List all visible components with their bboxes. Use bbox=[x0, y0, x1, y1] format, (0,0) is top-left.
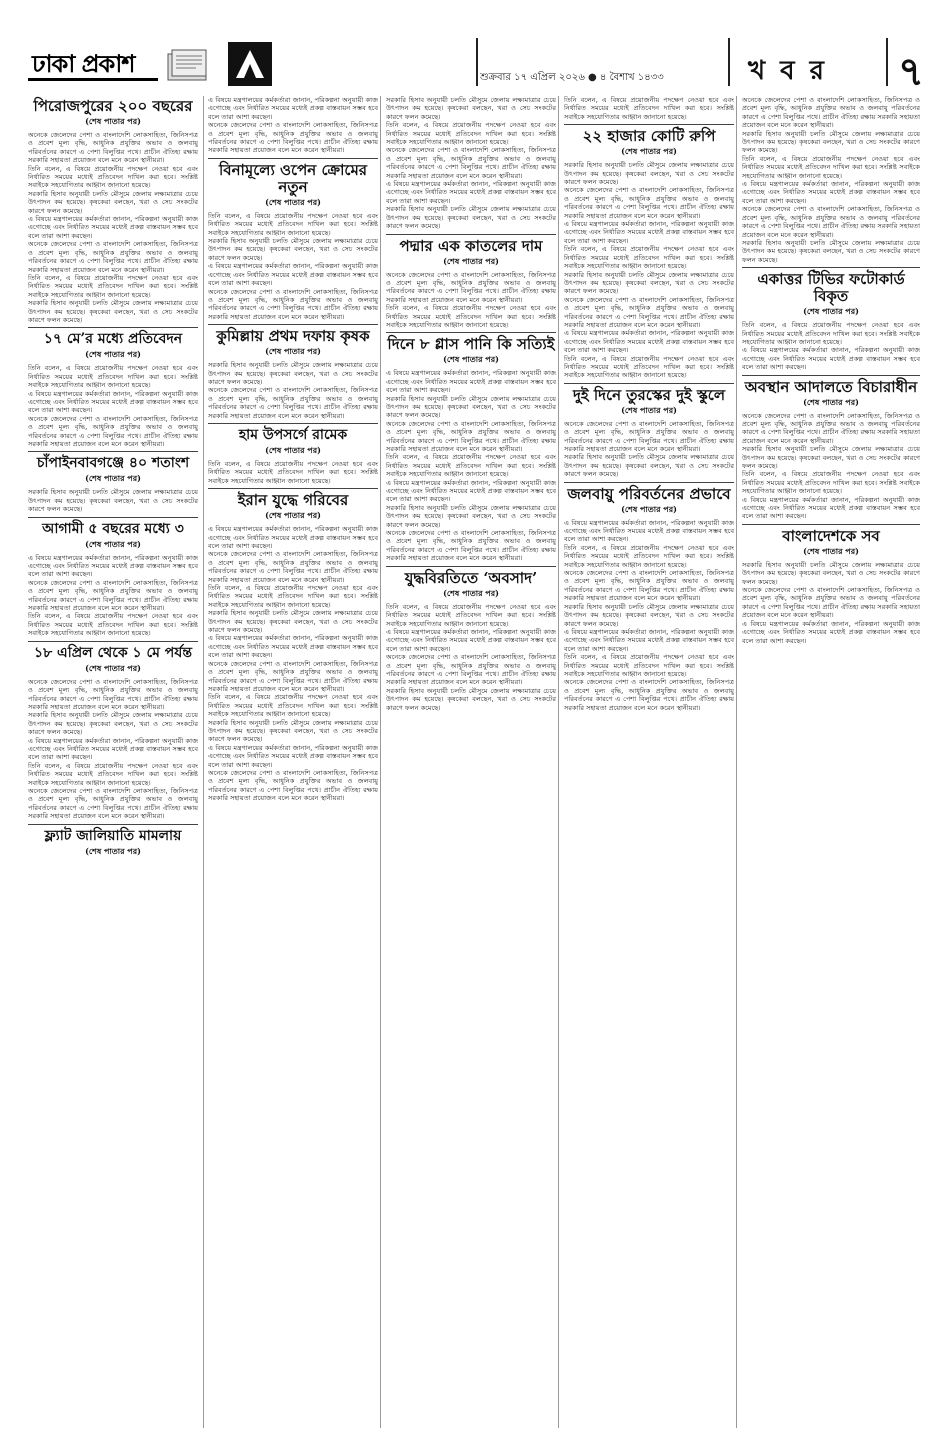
continuation-note: (শেষ পাতার পর) bbox=[265, 196, 321, 207]
article-title[interactable]: জলবায়ু পরিবর্তনের প্রভাবে bbox=[567, 484, 731, 503]
article-body: সরকারি হিসাব অনুযায়ী চলতি মৌসুমে জেলায় লক্ষ্যমাত্রার চেয়ে উৎপাদন কম হয়েছে। কৃষকেরা বলছেন, খরা ও সেচ সংকটের কারণে ফলন কমেছে। bbox=[386, 96, 556, 121]
article-body: তিনি বলেন, এ বিষয়ে প্রয়োজনীয় পদক্ষেপ নেওয়া হবে এবং নির্ধারিত সময়ের মধ্যেই প্রতিবেদন দাখিল করা হবে। সংশ্লিষ্ট সবাইকে সহযোগিতার আহ্বান জানানো হয়েছে। bbox=[208, 459, 378, 485]
article-title[interactable]: পিরোজপুরের ২০০ বছরের bbox=[33, 97, 193, 115]
article-body: এ বিষয়ে মন্ত্রণালয়ের কর্মকর্তারা জানান, পরিকল্পনা অনুযায়ী কাজ এগোচ্ছে এবং নির্ধারিত সময়ের মধ্যেই প্রকল্প বাস্তবায়ন সম্ভব হবে বলে তারা আশা করছেন। bbox=[386, 369, 556, 395]
divider bbox=[208, 423, 378, 424]
article-body: সরকারি হিসাব অনুযায়ী চলতি মৌসুমে জেলায় লক্ষ্যমাত্রার চেয়ে উৎপাদন কম হয়েছে। কৃষকেরা বলছেন, খরা ও সেচ সংকটের কারণে ফলন কমেছে। bbox=[564, 161, 734, 187]
divider bbox=[386, 566, 556, 567]
article-body: অনেকে জেলেদের পেশা ও বাংলাদেশি লোকসাহিত্য, জিনিসপত্র ও প্রবেশ মূল্য বৃদ্ধি, আধুনিক প্রযুক্তির অভাব ও জলবায়ু পরিবর্তনের কারণে এ পেশা বিলুপ্তির পথে। প্রাচীন ঐতিহ্য রক্ষায় সরকারি সহায়তা প্রয়োজন বলে মনে করেন স্থানীয়রা। bbox=[564, 295, 734, 329]
column-1 bbox=[28, 96, 198, 1428]
article[interactable] bbox=[564, 486, 734, 712]
article-body: এ বিষয়ে মন্ত্রণালয়ের কর্মকর্তারা জানান, পরিকল্পনা অনুযায়ী কাজ এগোচ্ছে এবং নির্ধারিত সময়ের মধ্যেই প্রকল্প বাস্তবায়ন সম্ভব হবে বলে তারা আশা করছেন। bbox=[564, 518, 734, 544]
brand-mark-icon bbox=[228, 42, 272, 86]
article-title[interactable]: আগামী ৫ বছরের মধ্যে ৩ bbox=[42, 520, 184, 537]
continuation-note: (শেষ পাতার পর) bbox=[443, 587, 499, 598]
article-body: তিনি বলেন, এ বিষয়ে প্রয়োজনীয় পদক্ষেপ নেওয়া হবে এবং নির্ধারিত সময়ের মধ্যেই প্রতিবেদন দাখিল করা হবে। সংশ্লিষ্ট সবাইকে সহযোগিতার আহ্বান জানানো হয়েছে। bbox=[28, 164, 198, 190]
article-title[interactable]: দিনে ৮ গ্লাস পানি কি সত্যিই bbox=[387, 335, 555, 354]
article-body: তিনি বলেন, এ বিষয়ে প্রয়োজনীয় পদক্ষেপ নেওয়া হবে এবং নির্ধারিত সময়ের মধ্যেই প্রতিবেদন দাখিল করা হবে। সংশ্লিষ্ট সবাইকে সহযোগিতার আহ্বান জানানো হয়েছে। bbox=[28, 761, 198, 787]
divider bbox=[564, 124, 734, 125]
article-title[interactable]: পদ্মার এক কাতলের দাম bbox=[399, 236, 543, 255]
divider bbox=[28, 517, 198, 518]
article-body: অনেকে জেলেদের পেশা ও বাংলাদেশি লোকসাহিত্য, জিনিসপত্র ও প্রবেশ মূল্য বৃদ্ধি, আধুনিক প্রযুক্তির অভাব ও জলবায়ু পরিবর্তনের কারণে এ পেশা বিলুপ্তির পথে। প্রাচীন ঐতিহ্য রক্ষায় সরকারি সহায়তা প্রয়োজন বলে মনে করেন স্থানীয়রা। bbox=[386, 146, 556, 180]
article-title[interactable]: ইরান যুদ্ধে গরিবের bbox=[237, 491, 349, 510]
article-body: অনেকে জেলেদের পেশা ও বাংলাদেশি লোকসাহিত্য, জিনিসপত্র ও প্রবেশ মূল্য বৃদ্ধি, আধুনিক প্রযুক্তির অভাব ও জলবায়ু পরিবর্তনের কারণে এ পেশা বিলুপ্তির পথে। প্রাচীন ঐতিহ্য রক্ষায় সরকারি সহায়তা প্রয়োজন বলে মনে করেন স্থানীয়রা। bbox=[28, 677, 198, 711]
article-body: তিনি বলেন, এ বিষয়ে প্রয়োজনীয় পদক্ষেপ নেওয়া হবে এবং নির্ধারিত সময়ের মধ্যেই প্রতিবেদন দাখিল করা হবে। সংশ্লিষ্ট সবাইকে সহযোগিতার আহ্বান জানানো হয়েছে। bbox=[564, 543, 734, 569]
column-rule bbox=[203, 96, 204, 1428]
divider bbox=[28, 451, 198, 452]
article-body: অনেকে জেলেদের পেশা ও বাংলাদেশি লোকসাহিত্য, জিনিসপত্র ও প্রবেশ মূল্য বৃদ্ধি, আধুনিক প্রযুক্তির অভাব ও জলবায়ু পরিবর্তনের কারণে এ পেশা বিলুপ্তির পথে। প্রাচীন ঐতিহ্য রক্ষায় সরকারি সহায়তা প্রয়োজন বলে মনে করেন স্থানীয়রা। bbox=[386, 529, 556, 563]
article-title[interactable]: বিনামূল্যে ওপেন ক্রোমের নতুন bbox=[218, 160, 368, 196]
article-body: অনেকে জেলেদের পেশা ও বাংলাদেশি লোকসাহিত্য, জিনিসপত্র ও প্রবেশ মূল্য বৃদ্ধি, আধুনিক প্রযুক্তির অভাব ও জলবায়ু পরিবর্তনের কারণে এ পেশা বিলুপ্তির পথে। প্রাচীন ঐতিহ্য রক্ষায় সরকারি সহায়তা প্রয়োজন বলে মনে করেন স্থানীয়রা। bbox=[564, 186, 734, 220]
continuation-note: (শেষ পাতার পর) bbox=[803, 306, 859, 317]
article-body: এ বিষয়ে মন্ত্রণালয়ের কর্মকর্তারা জানান, পরিকল্পনা অনুযায়ী কাজ এগোচ্ছে এবং নির্ধারিত সময়ের মধ্যেই প্রকল্প বাস্তবায়ন সম্ভব হবে বলে তারা আশা করছেন। bbox=[208, 634, 378, 660]
continuation-note: (শেষ পাতার পর) bbox=[621, 404, 677, 415]
article-body: সরকারি হিসাব অনুযায়ী চলতি মৌসুমে জেলায় লক্ষ্যমাত্রার চেয়ে উৎপাদন কম হয়েছে। কৃষকেরা বলছেন, খরা ও সেচ সংকটের কারণে ফলন কমেছে। bbox=[28, 711, 198, 737]
article-title[interactable]: হাম উপসর্গে রামেক bbox=[238, 426, 348, 443]
article-body: তিনি বলেন, এ বিষয়ে প্রয়োজনীয় পদক্ষেপ নেওয়া হবে এবং নির্ধারিত সময়ের মধ্যেই প্রতিবেদন দাখিল করা হবে। সংশ্লিষ্ট সবাইকে সহযোগিতার আহ্বান জানানো হয়েছে। bbox=[386, 453, 556, 479]
article[interactable] bbox=[208, 162, 378, 321]
article-body: অনেকে জেলেদের পেশা ও বাংলাদেশি লোকসাহিত্য, জিনিসপত্র ও প্রবেশ মূল্য বৃদ্ধি, আধুনিক প্রযুক্তির অভাব ও জলবায়ু পরিবর্তনের কারণে এ পেশা বিলুপ্তির পথে। প্রাচীন ঐতিহ্য রক্ষায় সরকারি সহায়তা প্রয়োজন বলে মনে করেন স্থানীয়রা। bbox=[208, 550, 378, 584]
article-body: এ বিষয়ে মন্ত্রণালয়ের কর্মকর্তারা জানান, পরিকল্পনা অনুযায়ী কাজ এগোচ্ছে এবং নির্ধারিত সময়ের মধ্যেই প্রকল্প বাস্তবায়ন সম্ভব হবে বলে তারা আশা করছেন। bbox=[28, 736, 198, 762]
logo-text: ঢাকা প্রকাশ bbox=[32, 50, 135, 78]
section-title: খ ব র bbox=[748, 56, 824, 86]
article-body: এ বিষয়ে মন্ত্রণালয়ের কর্মকর্তারা জানান, পরিকল্পনা অনুযায়ী কাজ এগোচ্ছে এবং নির্ধারিত সময়ের মধ্যেই প্রকল্প বাস্তবায়ন সম্ভব হবে বলে তারা আশা করছেন। bbox=[28, 553, 198, 579]
article-body: সরকারি হিসাব অনুযায়ী চলতি মৌসুমে জেলায় লক্ষ্যমাত্রার চেয়ে উৎপাদন কম হয়েছে। কৃষকেরা বলছেন, খরা ও সেচ সংকটের কারণে ফলন কমেছে। bbox=[386, 205, 556, 231]
article-body: সরকারি হিসাব অনুযায়ী চলতি মৌসুমে জেলায় লক্ষ্যমাত্রার চেয়ে উৎপাদন কম হয়েছে। কৃষকেরা বলছেন, খরা ও সেচ সংকটের কারণে ফলন কমেছে। bbox=[208, 361, 378, 386]
divider bbox=[208, 324, 378, 325]
article-body: সরকারি হিসাব অনুযায়ী চলতি মৌসুমে জেলায় লক্ষ্যমাত্রার চেয়ে উৎপাদন কম হয়েছে। কৃষকেরা বলছেন, খরা ও সেচ সংকটের কারণে ফলন কমেছে। bbox=[742, 238, 920, 264]
divider bbox=[208, 158, 378, 159]
divider bbox=[742, 267, 920, 268]
continuation-note: (শেষ পাতার পর) bbox=[803, 545, 859, 556]
page-number: ৭ bbox=[898, 49, 925, 95]
masthead-separator bbox=[886, 38, 888, 86]
article[interactable] bbox=[28, 455, 198, 513]
article-title[interactable]: ফ্ল্যাট জালিয়াতি মামলায় bbox=[44, 827, 182, 844]
article-body: এ বিষয়ে মন্ত্রণালয়ের কর্মকর্তারা জানান, পরিকল্পনা অনুযায়ী কাজ এগোচ্ছে এবং নির্ধারিত সময়ের মধ্যেই প্রকল্প বাস্তবায়ন সম্ভব হবে বলে তারা আশা করছেন। bbox=[386, 627, 556, 653]
article-body: তিনি বলেন, এ বিষয়ে প্রয়োজনীয় পদক্ষেপ নেওয়া হবে এবং নির্ধারিত সময়ের মধ্যেই প্রতিবেদন দাখিল করা হবে। সংশ্লিষ্ট সবাইকে সহযোগিতার আহ্বান জানানো হয়েছে। bbox=[28, 273, 198, 299]
issue-date: শুক্রবার ১৭ এপ্রিল ২০২৬ ● ৪ বৈশাখ ১৪৩৩ bbox=[480, 72, 664, 83]
article-body: অনেকে জেলেদের পেশা ও বাংলাদেশি লোকসাহিত্য, জিনিসপত্র ও প্রবেশ মূল্য বৃদ্ধি, আধুনিক প্রযুক্তির অভাব ও জলবায়ু পরিবর্তনের কারণে এ পেশা বিলুপ্তির পথে। প্রাচীন ঐতিহ্য রক্ষায় সরকারি সহায়তা প্রয়োজন বলে মনে করেন স্থানীয়রা। bbox=[742, 411, 920, 445]
article-body: এ বিষয়ে মন্ত্রণালয়ের কর্মকর্তারা জানান, পরিকল্পনা অনুযায়ী কাজ এগোচ্ছে এবং নির্ধারিত সময়ের মধ্যেই প্রকল্প বাস্তবায়ন সম্ভব হবে বলে তারা আশা করছেন। bbox=[28, 389, 198, 415]
article-body: অনেকে জেলেদের পেশা ও বাংলাদেশি লোকসাহিত্য, জিনিসপত্র ও প্রবেশ মূল্য বৃদ্ধি, আধুনিক প্রযুক্তির অভাব ও জলবায়ু পরিবর্তনের কারণে এ পেশা বিলুপ্তির পথে। প্রাচীন ঐতিহ্য রক্ষায় সরকারি সহায়তা প্রয়োজন বলে মনে করেন স্থানীয়রা। bbox=[564, 678, 734, 712]
article-body: সরকারি হিসাব অনুযায়ী চলতি মৌসুমে জেলায় লক্ষ্যমাত্রার চেয়ে উৎপাদন কম হয়েছে। কৃষকেরা বলছেন, খরা ও সেচ সংকটের কারণে ফলন কমেছে। bbox=[742, 560, 920, 586]
continuation-note: (শেষ পাতার পর) bbox=[85, 538, 141, 549]
article-body: তিনি বলেন, এ বিষয়ে প্রয়োজনীয় পদক্ষেপ নেওয়া হবে এবং নির্ধারিত সময়ের মধ্যেই প্রতিবেদন দাখিল করা হবে। সংশ্লিষ্ট সবাইকে সহযোগিতার আহ্বান জানানো হয়েছে। bbox=[742, 470, 920, 496]
article-body: অনেকে জেলেদের পেশা ও বাংলাদেশি লোকসাহিত্য, জিনিসপত্র ও প্রবেশ মূল্য বৃদ্ধি, আধুনিক প্রযুক্তির অভাব ও জলবায়ু পরিবর্তনের কারণে এ পেশা বিলুপ্তির পথে। প্রাচীন ঐতিহ্য রক্ষায় সরকারি সহায়তা প্রয়োজন বলে মনে করেন স্থানীয়রা। bbox=[208, 768, 378, 803]
article-body: এ বিষয়ে মন্ত্রণালয়ের কর্মকর্তারা জানান, পরিকল্পনা অনুযায়ী কাজ এগোচ্ছে এবং নির্ধারিত সময়ের মধ্যেই প্রকল্প বাস্তবায়ন সম্ভব হবে বলে তারা আশা করছেন। bbox=[742, 346, 920, 372]
article-body: তিনি বলেন, এ বিষয়ে প্রয়োজনীয় পদক্ষেপ নেওয়া হবে এবং নির্ধারিত সময়ের মধ্যেই প্রতিবেদন দাখিল করা হবে। সংশ্লিষ্ট সবাইকে সহযোগিতার আহ্বান জানানো হয়েছে। bbox=[208, 211, 378, 237]
article-body: এ বিষয়ে মন্ত্রণালয়ের কর্মকর্তারা জানান, পরিকল্পনা অনুযায়ী কাজ এগোচ্ছে এবং নির্ধারিত সময়ের মধ্যেই প্রকল্প বাস্তবায়ন সম্ভব হবে বলে তারা আশা করছেন। bbox=[564, 220, 734, 245]
article-body: অনেকে জেলেদের পেশা ও বাংলাদেশি লোকসাহিত্য, জিনিসপত্র ও প্রবেশ মূল্য বৃদ্ধি, আধুনিক প্রযুক্তির অভাব ও জলবায়ু পরিবর্তনের কারণে এ পেশা বিলুপ্তির পথে। প্রাচীন ঐতিহ্য রক্ষায় সরকারি সহায়তা প্রয়োজন বলে মনে করেন স্থানীয়রা। bbox=[28, 240, 198, 274]
divider bbox=[564, 383, 734, 384]
article-body: অনেকে জেলেদের পেশা ও বাংলাদেশি লোকসাহিত্য, জিনিসপত্র ও প্রবেশ মূল্য বৃদ্ধি, আধুনিক প্রযুক্তির অভাব ও জলবায়ু পরিবর্তনের কারণে এ পেশা বিলুপ্তির পথে। প্রাচীন ঐতিহ্য রক্ষায় সরকারি সহায়তা প্রয়োজন বলে মনে করেন স্থানীয়রা। bbox=[564, 569, 734, 603]
article-body: অনেকে জেলেদের পেশা ও বাংলাদেশি লোকসাহিত্য, জিনিসপত্র ও প্রবেশ মূল্য বৃদ্ধি, আধুনিক প্রযুক্তির অভাব ও জলবায়ু পরিবর্তনের কারণে এ পেশা বিলুপ্তির পথে। প্রাচীন ঐতিহ্য রক্ষায় সরকারি সহায়তা প্রয়োজন বলে মনে করেন স্থানীয়রা। bbox=[208, 386, 378, 420]
continuation-note: (শেষ পাতার পর) bbox=[85, 473, 141, 484]
article-body: তিনি বলেন, এ বিষয়ে প্রয়োজনীয় পদক্ষেপ নেওয়া হবে এবং নির্ধারিত সময়ের মধ্যেই প্রতিবেদন দাখিল করা হবে। সংশ্লিষ্ট সবাইকে সহযোগিতার আহ্বান জানানো হয়েছে। bbox=[742, 321, 920, 346]
article-body: তিনি বলেন, এ বিষয়ে প্রয়োজনীয় পদক্ষেপ নেওয়া হবে এবং নির্ধারিত সময়ের মধ্যেই প্রতিবেদন দাখিল করা হবে। সংশ্লিষ্ট সবাইকে সহযোগিতার আহ্বান জানানো হয়েছে। bbox=[564, 96, 734, 121]
article-body: এ বিষয়ে মন্ত্রণালয়ের কর্মকর্তারা জানান, পরিকল্পনা অনুযায়ী কাজ এগোচ্ছে এবং নির্ধারিত সময়ের মধ্যেই প্রকল্প বাস্তবায়ন সম্ভব হবে বলে তারা আশা করছেন। bbox=[28, 215, 198, 240]
column-rule bbox=[736, 96, 737, 1428]
article-title[interactable]: কুমিল্লায় প্রথম দফায় কৃষক bbox=[216, 327, 370, 346]
continuation-note: (শেষ পাতার পর) bbox=[85, 845, 141, 856]
article-title[interactable]: চাঁপাইনবাবগঞ্জে ৪০ শতাংশ bbox=[36, 455, 190, 472]
newspaper-logo[interactable] bbox=[28, 38, 158, 90]
article[interactable] bbox=[28, 331, 198, 448]
article-body: তিনি বলেন, এ বিষয়ে প্রয়োজনীয় পদক্ষেপ নেওয়া হবে এবং নির্ধারিত সময়ের মধ্যেই প্রতিবেদন দাখিল করা হবে। সংশ্লিষ্ট সবাইকে সহযোগিতার আহ্বান জানানো হয়েছে। bbox=[28, 612, 198, 638]
article-body: তিনি বলেন, এ বিষয়ে প্রয়োজনীয় পদক্ষেপ নেওয়া হবে এবং নির্ধারিত সময়ের মধ্যেই প্রতিবেদন দাখিল করা হবে। সংশ্লিষ্ট সবাইকে সহযোগিতার আহ্বান জানানো হয়েছে। bbox=[386, 602, 556, 628]
divider bbox=[742, 375, 920, 376]
article-body: তিনি বলেন, এ বিষয়ে প্রয়োজনীয় পদক্ষেপ নেওয়া হবে এবং নির্ধারিত সময়ের মধ্যেই প্রতিবেদন দাখিল করা হবে। সংশ্লিষ্ট সবাইকে সহযোগিতার আহ্বান জানানো হয়েছে। bbox=[564, 653, 734, 678]
divider bbox=[564, 482, 734, 483]
divider bbox=[386, 234, 556, 235]
article-body: সরকারি হিসাব অনুযায়ী চলতি মৌসুমে জেলায় লক্ষ্যমাত্রার চেয়ে উৎপাদন কম হয়েছে। কৃষকেরা বলছেন, খরা ও সেচ সংকটের কারণে ফলন কমেছে। bbox=[564, 270, 734, 296]
article-body: তিনি বলেন, এ বিষয়ে প্রয়োজনীয় পদক্ষেপ নেওয়া হবে এবং নির্ধারিত সময়ের মধ্যেই প্রতিবেদন দাখিল করা হবে। সংশ্লিষ্ট সবাইকে সহযোগিতার আহ্বান জানানো হয়েছে। bbox=[208, 693, 378, 719]
divider bbox=[28, 327, 198, 328]
article-body: তিনি বলেন, এ বিষয়ে প্রয়োজনীয় পদক্ষেপ নেওয়া হবে এবং নির্ধারিত সময়ের মধ্যেই প্রতিবেদন দাখিল করা হবে। সংশ্লিষ্ট সবাইকে সহযোগিতার আহ্বান জানানো হয়েছে। bbox=[564, 354, 734, 380]
continuation-note: (শেষ পাতার পর) bbox=[85, 349, 141, 360]
article-body: সরকারি হিসাব অনুযায়ী চলতি মৌসুমে জেলায় লক্ষ্যমাত্রার চেয়ে উৎপাদন কম হয়েছে। কৃষকেরা বলছেন, খরা ও সেচ সংকটের কারণে ফলন কমেছে। bbox=[742, 129, 920, 155]
article-body: সরকারি হিসাব অনুযায়ী চলতি মৌসুমে জেলায় লক্ষ্যমাত্রার চেয়ে উৎপাদন কম হয়েছে। কৃষকেরা বলছেন, খরা ও সেচ সংকটের কারণে ফলন কমেছে। bbox=[208, 609, 378, 635]
article-body: এ বিষয়ে মন্ত্রণালয়ের কর্মকর্তারা জানান, পরিকল্পনা অনুযায়ী কাজ এগোচ্ছে এবং নির্ধারিত সময়ের মধ্যেই প্রকল্প বাস্তবায়ন সম্ভব হবে বলে তারা আশা করছেন। bbox=[564, 627, 734, 653]
continuation-note: (শেষ পাতার পর) bbox=[265, 510, 321, 521]
continuation-note: (শেষ পাতার পর) bbox=[621, 146, 677, 157]
article-body: অনেকে জেলেদের পেশা ও বাংলাদেশি লোকসাহিত্য, জিনিসপত্র ও প্রবেশ মূল্য বৃদ্ধি, আধুনিক প্রযুক্তির অভাব ও জলবায়ু পরিবর্তনের কারণে এ পেশা বিলুপ্তির পথে। প্রাচীন ঐতিহ্য রক্ষায় সরকারি সহায়তা প্রয়োজন বলে মনে করেন স্থানীয়রা। bbox=[564, 419, 734, 453]
article-body: এ বিষয়ে মন্ত্রণালয়ের কর্মকর্তারা জানান, পরিকল্পনা অনুযায়ী কাজ এগোচ্ছে এবং নির্ধারিত সময়ের মধ্যেই প্রকল্প বাস্তবায়ন সম্ভব হবে বলে তারা আশা করছেন। bbox=[386, 180, 556, 205]
newspaper-stack-icon bbox=[166, 44, 210, 84]
article-body: তিনি বলেন, এ বিষয়ে প্রয়োজনীয় পদক্ষেপ নেওয়া হবে এবং নির্ধারিত সময়ের মধ্যেই প্রতিবেদন দাখিল করা হবে। সংশ্লিষ্ট সবাইকে সহযোগিতার আহ্বান জানানো হয়েছে। bbox=[742, 154, 920, 180]
logo-underline bbox=[28, 78, 158, 81]
article-body: তিনি বলেন, এ বিষয়ে প্রয়োজনীয় পদক্ষেপ নেওয়া হবে এবং নির্ধারিত সময়ের মধ্যেই প্রতিবেদন দাখিল করা হবে। সংশ্লিষ্ট সবাইকে সহযোগিতার আহ্বান জানানো হয়েছে। bbox=[208, 584, 378, 609]
column-4 bbox=[564, 96, 734, 1428]
article-title[interactable]: অবস্থান আদালতে বিচারাধীন bbox=[744, 377, 918, 396]
article-body: সরকারি হিসাব অনুযায়ী চলতি মৌসুমে জেলায় লক্ষ্যমাত্রার চেয়ে উৎপাদন কম হয়েছে। কৃষকেরা বলছেন, খরা ও সেচ সংকটের কারণে ফলন কমেছে। bbox=[28, 488, 198, 514]
article-body: অনেকে জেলেদের পেশা ও বাংলাদেশি লোকসাহিত্য, জিনিসপত্র ও প্রবেশ মূল্য বৃদ্ধি, আধুনিক প্রযুক্তির অভাব ও জলবায়ু পরিবর্তনের কারণে এ পেশা বিলুপ্তির পথে। প্রাচীন ঐতিহ্য রক্ষায় সরকারি সহায়তা প্রয়োজন বলে মনে করেন স্থানীয়রা। bbox=[28, 414, 198, 448]
article-title[interactable]: ২২ হাজার কোটি রুপি bbox=[582, 127, 716, 146]
article-body: তিনি বলেন, এ বিষয়ে প্রয়োজনীয় পদক্ষেপ নেওয়া হবে এবং নির্ধারিত সময়ের মধ্যেই প্রতিবেদন দাখিল করা হবে। সংশ্লিষ্ট সবাইকে সহযোগিতার আহ্বান জানানো হয়েছে। bbox=[386, 304, 556, 329]
article-body: এ বিষয়ে মন্ত্রণালয়ের কর্মকর্তারা জানান, পরিকল্পনা অনুযায়ী কাজ এগোচ্ছে এবং নির্ধারিত সময়ের মধ্যেই প্রকল্প বাস্তবায়ন সম্ভব হবে বলে তারা আশা করছেন। bbox=[208, 262, 378, 288]
masthead bbox=[28, 38, 925, 95]
column-rule bbox=[380, 96, 381, 1428]
article-body: অনেকে জেলেদের পেশা ও বাংলাদেশি লোকসাহিত্য, জিনিসপত্র ও প্রবেশ মূল্য বৃদ্ধি, আধুনিক প্রযুক্তির অভাব ও জলবায়ু পরিবর্তনের কারণে এ পেশা বিলুপ্তির পথে। প্রাচীন ঐতিহ্য রক্ষায় সরকারি সহায়তা প্রয়োজন বলে মনে করেন স্থানীয়রা। bbox=[28, 131, 198, 165]
article[interactable] bbox=[386, 336, 556, 562]
article[interactable] bbox=[386, 238, 556, 330]
article-title[interactable]: যুদ্ধবিরতিতে ‘অবসাদ’ bbox=[404, 568, 538, 587]
article-body: অনেকে জেলেদের পেশা ও বাংলাদেশি লোকসাহিত্য, জিনিসপত্র ও প্রবেশ মূল্য বৃদ্ধি, আধুনিক প্রযুক্তির অভাব ও জলবায়ু পরিবর্তনের কারণে এ পেশা বিলুপ্তির পথে। প্রাচীন ঐতিহ্য রক্ষায় সরকারি সহায়তা প্রয়োজন বলে মনে করেন স্থানীয়রা। bbox=[386, 270, 556, 304]
article-body: সরকারি হিসাব অনুযায়ী চলতি মৌসুমে জেলায় লক্ষ্যমাত্রার চেয়ে উৎপাদন কম হয়েছে। কৃষকেরা বলছেন, খরা ও সেচ সংকটের কারণে ফলন কমেছে। bbox=[208, 718, 378, 744]
continuation-note: (শেষ পাতার পর) bbox=[443, 354, 499, 365]
article-body: এ বিষয়ে মন্ত্রণালয়ের কর্মকর্তারা জানান, পরিকল্পনা অনুযায়ী কাজ এগোচ্ছে এবং নির্ধারিত সময়ের মধ্যেই প্রকল্প বাস্তবায়ন সম্ভব হবে বলে তারা আশা করছেন। bbox=[742, 619, 920, 645]
article[interactable] bbox=[742, 528, 920, 645]
article[interactable] bbox=[742, 271, 920, 371]
article-body: এ বিষয়ে মন্ত্রণালয়ের কর্মকর্তারা জানান, পরিকল্পনা অনুযায়ী কাজ এগোচ্ছে এবং নির্ধারিত সময়ের মধ্যেই প্রকল্প বাস্তবায়ন সম্ভব হবে বলে তারা আশা করছেন। bbox=[208, 96, 378, 121]
article-body: তিনি বলেন, এ বিষয়ে প্রয়োজনীয় পদক্ষেপ নেওয়া হবে এবং নির্ধারিত সময়ের মধ্যেই প্রতিবেদন দাখিল করা হবে। সংশ্লিষ্ট সবাইকে সহযোগিতার আহ্বান জানানো হয়েছে। bbox=[386, 121, 556, 147]
column-rule bbox=[558, 96, 559, 1428]
article[interactable] bbox=[208, 328, 378, 420]
article-body: তিনি বলেন, এ বিষয়ে প্রয়োজনীয় পদক্ষেপ নেওয়া হবে এবং নির্ধারিত সময়ের মধ্যেই প্রতিবেদন দাখিল করা হবে। সংশ্লিষ্ট সবাইকে সহযোগিতার আহ্বান জানানো হয়েছে। bbox=[564, 245, 734, 271]
article[interactable] bbox=[386, 570, 556, 712]
article-body: অনেকে জেলেদের পেশা ও বাংলাদেশি লোকসাহিত্য, জিনিসপত্র ও প্রবেশ মূল্য বৃদ্ধি, আধুনিক প্রযুক্তির অভাব ও জলবায়ু পরিবর্তনের কারণে এ পেশা বিলুপ্তির পথে। প্রাচীন ঐতিহ্য রক্ষায় সরকারি সহায়তা প্রয়োজন বলে মনে করেন স্থানীয়রা। bbox=[386, 653, 556, 687]
column-3 bbox=[386, 96, 556, 1428]
article-body: সরকারি হিসাব অনুযায়ী চলতি মৌসুমে জেলায় লক্ষ্যমাত্রার চেয়ে উৎপাদন কম হয়েছে। কৃষকেরা বলছেন, খরা ও সেচ সংকটের কারণে ফলন কমেছে। bbox=[742, 445, 920, 470]
article-title[interactable]: দুই দিনে তুরস্কের দুই স্কুলে bbox=[572, 385, 725, 404]
continuation-note: (শেষ পাতার পর) bbox=[265, 346, 321, 357]
divider bbox=[208, 488, 378, 489]
article-body: এ বিষয়ে মন্ত্রণালয়ের কর্মকর্তারা জানান, পরিকল্পনা অনুযায়ী কাজ এগোচ্ছে এবং নির্ধারিত সময়ের মধ্যেই প্রকল্প বাস্তবায়ন সম্ভব হবে বলে তারা আশা করছেন। bbox=[564, 329, 734, 355]
article-body: এ বিষয়ে মন্ত্রণালয়ের কর্মকর্তারা জানান, পরিকল্পনা অনুযায়ী কাজ এগোচ্ছে এবং নির্ধারিত সময়ের মধ্যেই প্রকল্প বাস্তবায়ন সম্ভব হবে বলে তারা আশা করছেন। bbox=[386, 478, 556, 504]
article-title[interactable]: ১৭ মে’র মধ্যে প্রতিবেদন bbox=[43, 331, 183, 348]
article-body: অনেকে জেলেদের পেশা ও বাংলাদেশি লোকসাহিত্য, জিনিসপত্র ও প্রবেশ মূল্য বৃদ্ধি, আধুনিক প্রযুক্তির অভাব ও জলবায়ু পরিবর্তনের কারণে এ পেশা বিলুপ্তির পথে। প্রাচীন ঐতিহ্য রক্ষায় সরকারি সহায়তা প্রয়োজন বলে মনে করেন স্থানীয়রা। bbox=[386, 419, 556, 453]
article[interactable] bbox=[208, 427, 378, 485]
article-body: এ বিষয়ে মন্ত্রণালয়ের কর্মকর্তারা জানান, পরিকল্পনা অনুযায়ী কাজ এগোচ্ছে এবং নির্ধারিত সময়ের মধ্যেই প্রকল্প বাস্তবায়ন সম্ভব হবে বলে তারা আশা করছেন। bbox=[742, 180, 920, 205]
article-body: সরকারি হিসাব অনুযায়ী চলতি মৌসুমে জেলায় লক্ষ্যমাত্রার চেয়ে উৎপাদন কম হয়েছে। কৃষকেরা বলছেন, খরা ও সেচ সংকটের কারণে ফলন কমেছে। bbox=[386, 686, 556, 712]
article-body: সরকারি হিসাব অনুযায়ী চলতি মৌসুমে জেলায় লক্ষ্যমাত্রার চেয়ে উৎপাদন কম হয়েছে। কৃষকেরা বলছেন, খরা ও সেচ সংকটের কারণে ফলন কমেছে। bbox=[28, 189, 198, 215]
continuation-note: (শেষ পাতার পর) bbox=[265, 444, 321, 455]
article-body: এ বিষয়ে মন্ত্রণালয়ের কর্মকর্তারা জানান, পরিকল্পনা অনুযায়ী কাজ এগোচ্ছে এবং নির্ধারিত সময়ের মধ্যেই প্রকল্প বাস্তবায়ন সম্ভব হবে বলে তারা আশা করছেন। bbox=[208, 743, 378, 769]
divider bbox=[28, 641, 198, 642]
divider bbox=[742, 524, 920, 525]
article-body: অনেকে জেলেদের পেশা ও বাংলাদেশি লোকসাহিত্য, জিনিসপত্র ও প্রবেশ মূল্য বৃদ্ধি, আধুনিক প্রযুক্তির অভাব ও জলবায়ু পরিবর্তনের কারণে এ পেশা বিলুপ্তির পথে। প্রাচীন ঐতিহ্য রক্ষায় সরকারি সহায়তা প্রয়োজন বলে মনে করেন স্থানীয়রা। bbox=[742, 205, 920, 239]
continuation-note: (শেষ পাতার পর) bbox=[621, 503, 677, 514]
column-5 bbox=[742, 96, 920, 1428]
article-body: অনেকে জেলেদের পেশা ও বাংলাদেশি লোকসাহিত্য, জিনিসপত্র ও প্রবেশ মূল্য বৃদ্ধি, আধুনিক প্রযুক্তির অভাব ও জলবায়ু পরিবর্তনের কারণে এ পেশা বিলুপ্তির পথে। প্রাচীন ঐতিহ্য রক্ষায় সরকারি সহায়তা প্রয়োজন বলে মনে করেন স্থানীয়রা। bbox=[28, 786, 198, 821]
article-body: অনেকে জেলেদের পেশা ও বাংলাদেশি লোকসাহিত্য, জিনিসপত্র ও প্রবেশ মূল্য বৃদ্ধি, আধুনিক প্রযুক্তির অভাব ও জলবায়ু পরিবর্তনের কারণে এ পেশা বিলুপ্তির পথে। প্রাচীন ঐতিহ্য রক্ষায় সরকারি সহায়তা প্রয়োজন বলে মনে করেন স্থানীয়রা। bbox=[742, 586, 920, 620]
article-body: সরকারি হিসাব অনুযায়ী চলতি মৌসুমে জেলায় লক্ষ্যমাত্রার চেয়ে উৎপাদন কম হয়েছে। কৃষকেরা বলছেন, খরা ও সেচ সংকটের কারণে ফলন কমেছে। bbox=[386, 503, 556, 529]
continuation-note: (শেষ পাতার পর) bbox=[803, 396, 859, 407]
article[interactable] bbox=[28, 521, 198, 638]
article-title[interactable]: ১৮ এপ্রিল থেকে ১ মে পর্যন্ত bbox=[34, 644, 192, 661]
divider bbox=[28, 824, 198, 825]
continuation-note: (শেষ পাতার পর) bbox=[443, 255, 499, 266]
article-body: সরকারি হিসাব অনুযায়ী চলতি মৌসুমে জেলায় লক্ষ্যমাত্রার চেয়ে উৎপাদন কম হয়েছে। কৃষকেরা বলছেন, খরা ও সেচ সংকটের কারণে ফলন কমেছে। bbox=[564, 602, 734, 628]
article-title[interactable]: বাংলাদেশকে সব bbox=[782, 526, 880, 545]
article-body: সরকারি হিসাব অনুযায়ী চলতি মৌসুমে জেলায় লক্ষ্যমাত্রার চেয়ে উৎপাদন কম হয়েছে। কৃষকেরা বলছেন, খরা ও সেচ সংকটের কারণে ফলন কমেছে। bbox=[564, 453, 734, 479]
article-title[interactable]: একাত্তর টিভির ফটোকার্ড বিকৃত bbox=[757, 270, 905, 306]
divider bbox=[386, 332, 556, 333]
article-body: অনেকে জেলেদের পেশা ও বাংলাদেশি লোকসাহিত্য, জিনিসপত্র ও প্রবেশ মূল্য বৃদ্ধি, আধুনিক প্রযুক্তির অভাব ও জলবায়ু পরিবর্তনের কারণে এ পেশা বিলুপ্তির পথে। প্রাচীন ঐতিহ্য রক্ষায় সরকারি সহায়তা প্রয়োজন বলে মনে করেন স্থানীয়রা। bbox=[208, 121, 378, 155]
article-body: অনেকে জেলেদের পেশা ও বাংলাদেশি লোকসাহিত্য, জিনিসপত্র ও প্রবেশ মূল্য বৃদ্ধি, আধুনিক প্রযুক্তির অভাব ও জলবায়ু পরিবর্তনের কারণে এ পেশা বিলুপ্তির পথে। প্রাচীন ঐতিহ্য রক্ষায় সরকারি সহায়তা প্রয়োজন বলে মনে করেন স্থানীয়রা। bbox=[208, 287, 378, 321]
article[interactable] bbox=[742, 379, 920, 521]
article-body: এ বিষয়ে মন্ত্রণালয়ের কর্মকর্তারা জানান, পরিকল্পনা অনুযায়ী কাজ এগোচ্ছে এবং নির্ধারিত সময়ের মধ্যেই প্রকল্প বাস্তবায়ন সম্ভব হবে বলে তারা আশা করছেন। bbox=[208, 525, 378, 550]
continuation-note: (শেষ পাতার পর) bbox=[85, 116, 141, 126]
article[interactable] bbox=[28, 98, 198, 324]
article-body: অনেকে জেলেদের পেশা ও বাংলাদেশি লোকসাহিত্য, জিনিসপত্র ও প্রবেশ মূল্য বৃদ্ধি, আধুনিক প্রযুক্তির অভাব ও জলবায়ু পরিবর্তনের কারণে এ পেশা বিলুপ্তির পথে। প্রাচীন ঐতিহ্য রক্ষায় সরকারি সহায়তা প্রয়োজন বলে মনে করেন স্থানীয়রা। bbox=[208, 659, 378, 693]
masthead-separator bbox=[728, 38, 730, 86]
article-body: অনেকে জেলেদের পেশা ও বাংলাদেশি লোকসাহিত্য, জিনিসপত্র ও প্রবেশ মূল্য বৃদ্ধি, আধুনিক প্রযুক্তির অভাব ও জলবায়ু পরিবর্তনের কারণে এ পেশা বিলুপ্তির পথে। প্রাচীন ঐতিহ্য রক্ষায় সরকারি সহায়তা প্রয়োজন বলে মনে করেন স্থানীয়রা। bbox=[742, 96, 920, 130]
article-body: এ বিষয়ে মন্ত্রণালয়ের কর্মকর্তারা জানান, পরিকল্পনা অনুযায়ী কাজ এগোচ্ছে এবং নির্ধারিত সময়ের মধ্যেই প্রকল্প বাস্তবায়ন সম্ভব হবে বলে তারা আশা করছেন। bbox=[742, 495, 920, 521]
article[interactable] bbox=[28, 645, 198, 821]
column-2 bbox=[208, 96, 378, 1428]
article-body: সরকারি হিসাব অনুযায়ী চলতি মৌসুমে জেলায় লক্ষ্যমাত্রার চেয়ে উৎপাদন কম হয়েছে। কৃষকেরা বলছেন, খরা ও সেচ সংকটের কারণে ফলন কমেছে। bbox=[28, 299, 198, 324]
article[interactable] bbox=[28, 828, 198, 859]
article[interactable] bbox=[564, 128, 734, 380]
continuation-note: (শেষ পাতার পর) bbox=[85, 662, 141, 673]
article-body: সরকারি হিসাব অনুযায়ী চলতি মৌসুমে জেলায় লক্ষ্যমাত্রার চেয়ে উৎপাদন কম হয়েছে। কৃষকেরা বলছেন, খরা ও সেচ সংকটের কারণে ফলন কমেছে। bbox=[208, 237, 378, 262]
article-body: তিনি বলেন, এ বিষয়ে প্রয়োজনীয় পদক্ষেপ নেওয়া হবে এবং নির্ধারিত সময়ের মধ্যেই প্রতিবেদন দাখিল করা হবে। সংশ্লিষ্ট সবাইকে সহযোগিতার আহ্বান জানানো হয়েছে। bbox=[28, 364, 198, 390]
masthead-separator bbox=[476, 38, 478, 86]
article[interactable] bbox=[564, 387, 734, 479]
article-body: অনেকে জেলেদের পেশা ও বাংলাদেশি লোকসাহিত্য, জিনিসপত্র ও প্রবেশ মূল্য বৃদ্ধি, আধুনিক প্রযুক্তির অভাব ও জলবায়ু পরিবর্তনের কারণে এ পেশা বিলুপ্তির পথে। প্রাচীন ঐতিহ্য রক্ষায় সরকারি সহায়তা প্রয়োজন বলে মনে করেন স্থানীয়রা। bbox=[28, 578, 198, 613]
article-body: সরকারি হিসাব অনুযায়ী চলতি মৌসুমে জেলায় লক্ষ্যমাত্রার চেয়ে উৎপাদন কম হয়েছে। কৃষকেরা বলছেন, খরা ও সেচ সংকটের কারণে ফলন কমেছে। bbox=[386, 394, 556, 420]
article[interactable] bbox=[208, 492, 378, 802]
